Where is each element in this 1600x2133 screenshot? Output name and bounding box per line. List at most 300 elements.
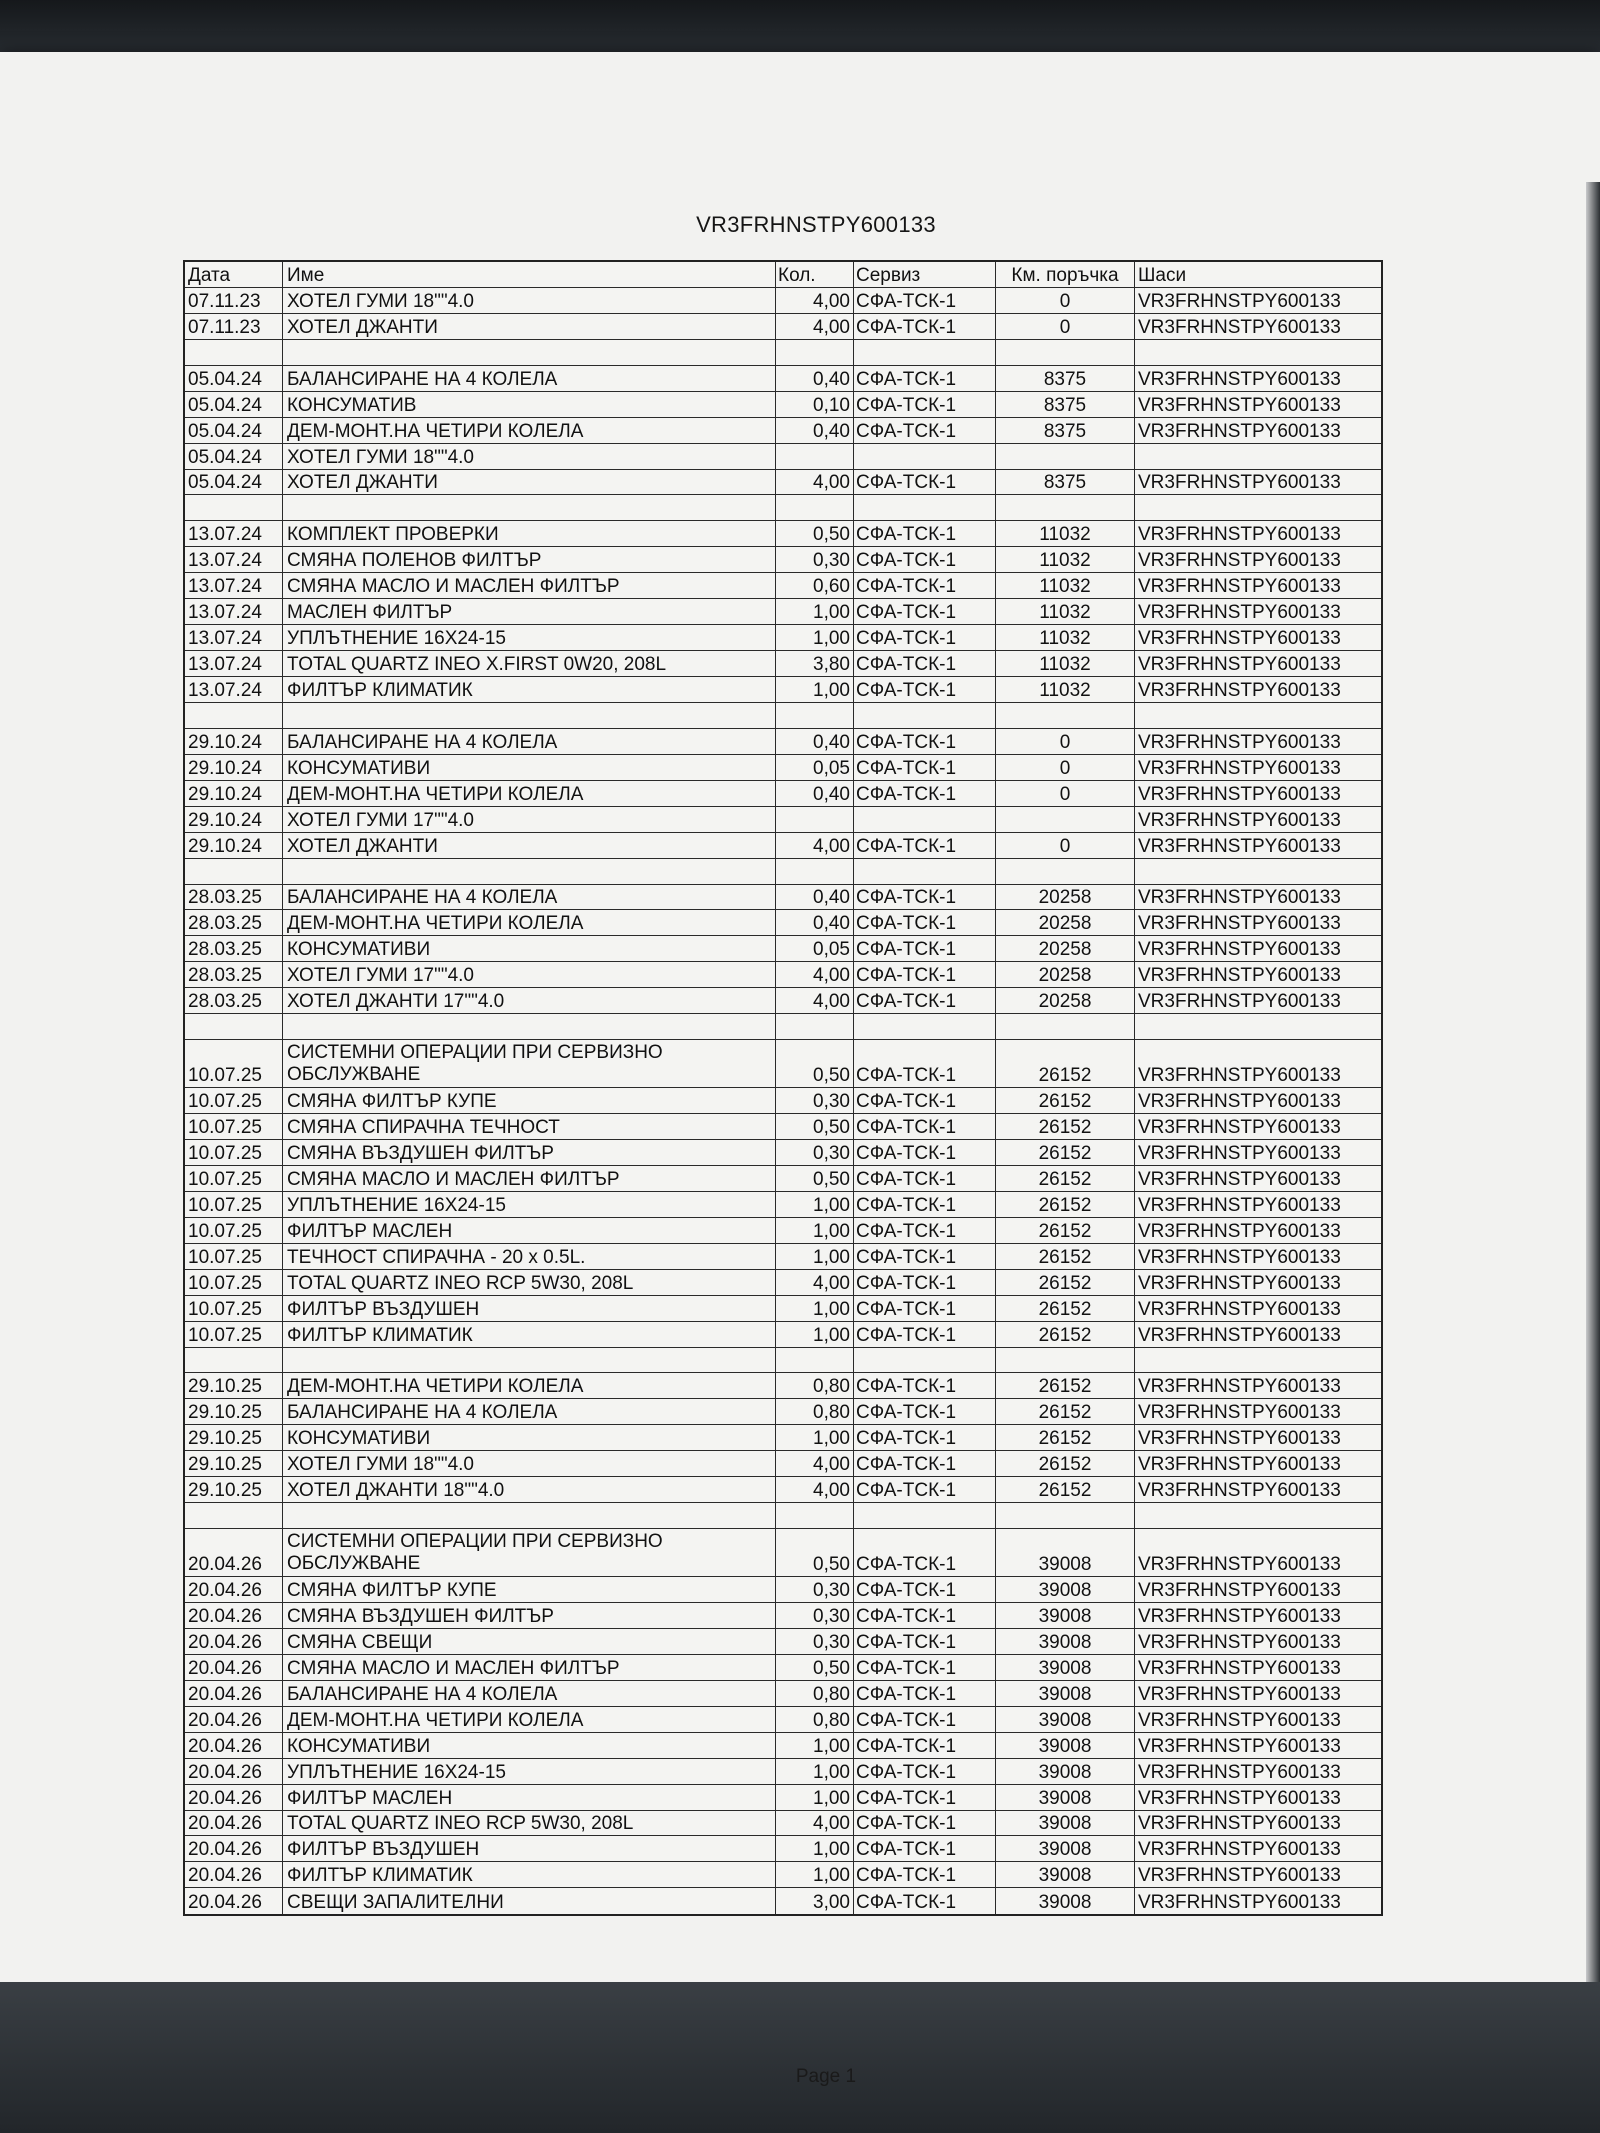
cell-qty: 0,40 [776, 418, 854, 443]
cell-order: 0 [996, 314, 1135, 339]
cell-service [854, 703, 996, 728]
cell-date: 10.07.25 [185, 1192, 283, 1217]
cell-name: ФИЛТЪР КЛИМАТИК [283, 677, 776, 702]
cell-chassis: VR3FRHNSTPY600133 [1138, 1142, 1341, 1164]
cell-name: ФИЛТЪР КЛИМАТИК [283, 1862, 776, 1887]
cell-order: 20258 [996, 885, 1135, 910]
cell-date [185, 495, 283, 520]
cell-service [854, 1348, 996, 1373]
cell-order: 39008 [996, 1785, 1135, 1810]
cell-service: СФА-ТСК-1 [854, 1862, 996, 1887]
cell-date: 28.03.25 [185, 936, 283, 961]
table-row [185, 910, 1381, 936]
table-row-spacer [185, 1014, 1381, 1040]
cell-date: 05.04.24 [185, 444, 283, 469]
table-row-spacer [185, 703, 1381, 729]
cell-qty: 1,00 [776, 1759, 854, 1784]
cell-chassis: VR3FRHNSTPY600133 [1138, 1220, 1341, 1242]
cell-service: СФА-ТСК-1 [854, 1603, 996, 1628]
cell-date: 10.07.25 [185, 1140, 283, 1165]
cell-qty: 4,00 [776, 314, 854, 339]
cell-name: TOTAL QUARTZ INEO X.FIRST 0W20, 208L [283, 651, 776, 676]
cell-chassis: VR3FRHNSTPY600133 [1138, 576, 1341, 598]
table-row [185, 547, 1381, 573]
cell-chassis [1135, 703, 1381, 728]
table-row [185, 651, 1381, 677]
table-row [185, 781, 1381, 807]
cell-service: СФА-ТСК-1 [854, 910, 996, 935]
cell-order: 26152 [996, 1296, 1135, 1321]
cell-chassis: VR3FRHNSTPY600133 [1138, 524, 1341, 546]
cell-qty [776, 703, 854, 728]
cell-chassis: VR3FRHNSTPY600133 [1138, 991, 1341, 1013]
cell-order: 8375 [996, 392, 1135, 417]
table-row [185, 366, 1381, 392]
cell-chassis: VR3FRHNSTPY600133 [1138, 290, 1341, 312]
cell-order: 39008 [996, 1888, 1135, 1914]
cell-service: СФА-ТСК-1 [854, 833, 996, 858]
cell-date: 29.10.25 [185, 1425, 283, 1450]
header-service: Сервиз [854, 262, 996, 287]
cell-qty: 1,00 [776, 625, 854, 650]
table-row [185, 1399, 1381, 1425]
table-row [185, 1759, 1381, 1785]
cell-date: 29.10.25 [185, 1399, 283, 1424]
cell-service: СФА-ТСК-1 [854, 1040, 996, 1087]
cell-chassis: VR3FRHNSTPY600133 [1138, 1865, 1341, 1887]
cell-chassis [1135, 495, 1381, 520]
cell-date: 05.04.24 [185, 392, 283, 417]
cell-name: КОНСУМАТИВИ [283, 755, 776, 780]
cell-order [996, 807, 1135, 832]
cell-order [996, 1014, 1135, 1039]
cell-chassis: VR3FRHNSTPY600133 [1138, 1428, 1341, 1450]
cell-service [854, 807, 996, 832]
cell-chassis: VR3FRHNSTPY600133 [1138, 602, 1341, 624]
cell-qty: 0,50 [776, 1040, 854, 1087]
cell-date: 05.04.24 [185, 366, 283, 391]
cell-chassis: VR3FRHNSTPY600133 [1138, 1787, 1341, 1809]
cell-qty: 4,00 [776, 1811, 854, 1836]
cell-order: 0 [996, 288, 1135, 313]
cell-name: СМЯНА СПИРАЧНА ТЕЧНОСТ [283, 1114, 776, 1139]
cell-qty: 4,00 [776, 833, 854, 858]
cell-date: 29.10.25 [185, 1451, 283, 1476]
cell-date: 20.04.26 [185, 1603, 283, 1628]
cell-name: СМЯНА ВЪЗДУШЕН ФИЛТЪР [283, 1603, 776, 1628]
cell-qty: 1,00 [776, 599, 854, 624]
cell-date: 13.07.24 [185, 625, 283, 650]
cell-qty: 4,00 [776, 1451, 854, 1476]
cell-qty: 3,00 [776, 1888, 854, 1914]
table-header-row [185, 262, 1381, 288]
cell-order: 26152 [996, 1218, 1135, 1243]
cell-date: 20.04.26 [185, 1733, 283, 1758]
cell-date: 13.07.24 [185, 547, 283, 572]
cell-date: 20.04.26 [185, 1836, 283, 1861]
cell-chassis: VR3FRHNSTPY600133 [1138, 1683, 1341, 1705]
cell-order: 26152 [996, 1477, 1135, 1502]
cell-date: 29.10.24 [185, 781, 283, 806]
cell-name: ТЕЧНОСТ СПИРАЧНА - 20 х 0.5L. [283, 1244, 776, 1269]
cell-order: 11032 [996, 547, 1135, 572]
cell-date [185, 1348, 283, 1373]
cell-service [854, 495, 996, 520]
table-row [185, 1681, 1381, 1707]
cell-qty: 0,30 [776, 547, 854, 572]
table-row [185, 1477, 1381, 1503]
cell-service: СФА-ТСК-1 [854, 1836, 996, 1861]
cell-service: СФА-ТСК-1 [854, 988, 996, 1013]
cell-name: ДЕМ-МОНТ.НА ЧЕТИРИ КОЛЕЛА [283, 418, 776, 443]
cell-order: 8375 [996, 418, 1135, 443]
cell-order: 11032 [996, 625, 1135, 650]
cell-order: 39008 [996, 1811, 1135, 1836]
cell-order [996, 859, 1135, 884]
cell-chassis: VR3FRHNSTPY600133 [1138, 420, 1341, 442]
cell-date [185, 1503, 283, 1528]
cell-chassis: VR3FRHNSTPY600133 [1138, 1065, 1341, 1087]
table-row [185, 573, 1381, 599]
table-row [185, 677, 1381, 703]
cell-name [283, 1503, 776, 1528]
cell-date: 20.04.26 [185, 1655, 283, 1680]
cell-date: 20.04.26 [185, 1529, 283, 1576]
cell-order: 26152 [996, 1088, 1135, 1113]
background-bottom [0, 1982, 1600, 2133]
table-row [185, 1140, 1381, 1166]
table-row [185, 1862, 1381, 1888]
table-row [185, 521, 1381, 547]
table-row [185, 1451, 1381, 1477]
cell-qty: 0,50 [776, 521, 854, 546]
cell-name: КОНСУМАТИВИ [283, 1733, 776, 1758]
cell-order: 0 [996, 729, 1135, 754]
cell-order: 11032 [996, 521, 1135, 546]
cell-qty: 0,50 [776, 1114, 854, 1139]
cell-name: УПЛЪТНЕНИЕ 16Х24-15 [283, 1759, 776, 1784]
cell-order [996, 444, 1135, 469]
cell-date: 20.04.26 [185, 1888, 283, 1914]
cell-order: 11032 [996, 573, 1135, 598]
table-row [185, 1655, 1381, 1681]
cell-chassis: VR3FRHNSTPY600133 [1138, 1117, 1341, 1138]
cell-qty: 4,00 [776, 470, 854, 495]
cell-service: СФА-ТСК-1 [854, 366, 996, 391]
cell-qty: 0,30 [776, 1629, 854, 1654]
cell-chassis: VR3FRHNSTPY600133 [1138, 1091, 1341, 1113]
cell-qty: 1,00 [776, 1836, 854, 1861]
cell-qty: 0,30 [776, 1088, 854, 1113]
cell-chassis [1135, 1503, 1381, 1528]
cell-service: СФА-ТСК-1 [854, 1244, 996, 1269]
table-row [185, 729, 1381, 755]
table-row [185, 1629, 1381, 1655]
cell-chassis: VR3FRHNSTPY600133 [1138, 1324, 1341, 1346]
cell-name: КОНСУМАТИВИ [283, 936, 776, 961]
cell-service: СФА-ТСК-1 [854, 1681, 996, 1706]
cell-qty [776, 859, 854, 884]
cell-qty: 4,00 [776, 988, 854, 1013]
cell-service: СФА-ТСК-1 [854, 1785, 996, 1810]
cell-chassis: VR3FRHNSTPY600133 [1138, 913, 1341, 935]
table-row [185, 1811, 1381, 1837]
cell-chassis: VR3FRHNSTPY600133 [1138, 965, 1341, 987]
cell-name [283, 859, 776, 884]
cell-service: СФА-ТСК-1 [854, 1425, 996, 1450]
cell-service: СФА-ТСК-1 [854, 1451, 996, 1476]
cell-service: СФА-ТСК-1 [854, 1759, 996, 1784]
table-row [185, 885, 1381, 911]
cell-chassis: VR3FRHNSTPY600133 [1138, 368, 1341, 390]
cell-qty: 1,00 [776, 1218, 854, 1243]
cell-date: 13.07.24 [185, 677, 283, 702]
cell-service: СФА-ТСК-1 [854, 755, 996, 780]
cell-order: 39008 [996, 1681, 1135, 1706]
cell-chassis [1135, 1014, 1381, 1039]
cell-chassis: VR3FRHNSTPY600133 [1138, 1631, 1341, 1653]
cell-chassis: VR3FRHNSTPY600133 [1138, 939, 1341, 961]
cell-date [185, 1014, 283, 1039]
cell-name: ДЕМ-МОНТ.НА ЧЕТИРИ КОЛЕЛА [283, 910, 776, 935]
cell-date: 07.11.23 [185, 314, 283, 339]
cell-service: СФА-ТСК-1 [854, 1114, 996, 1139]
table-row [185, 418, 1381, 444]
cell-chassis: VR3FRHNSTPY600133 [1138, 316, 1341, 338]
cell-qty [776, 444, 854, 469]
cell-date: 10.07.25 [185, 1296, 283, 1321]
cell-qty: 0,40 [776, 366, 854, 391]
table-row-spacer [185, 340, 1381, 366]
cell-name: ДЕМ-МОНТ.НА ЧЕТИРИ КОЛЕЛА [283, 1373, 776, 1398]
cell-order: 26152 [996, 1140, 1135, 1165]
cell-qty: 0,50 [776, 1529, 854, 1576]
cell-qty: 3,80 [776, 651, 854, 676]
cell-name: ХОТЕЛ ГУМИ 17""4.0 [283, 962, 776, 987]
cell-service: СФА-ТСК-1 [854, 1477, 996, 1502]
table-row [185, 1166, 1381, 1192]
cell-service: СФА-ТСК-1 [854, 1270, 996, 1295]
cell-qty: 0,30 [776, 1140, 854, 1165]
cell-service: СФА-ТСК-1 [854, 392, 996, 417]
cell-order: 20258 [996, 936, 1135, 961]
cell-service: СФА-ТСК-1 [854, 521, 996, 546]
cell-qty: 4,00 [776, 1477, 854, 1502]
cell-qty: 1,00 [776, 1785, 854, 1810]
cell-qty: 4,00 [776, 962, 854, 987]
cell-service [854, 1014, 996, 1039]
cell-qty: 4,00 [776, 288, 854, 313]
cell-order: 20258 [996, 910, 1135, 935]
cell-name: ФИЛТЪР ВЪЗДУШЕН [283, 1296, 776, 1321]
cell-name: СМЯНА ФИЛТЪР КУПЕ [283, 1577, 776, 1602]
document-title: VR3FRHNSTPY600133 [696, 212, 936, 237]
cell-service: СФА-ТСК-1 [854, 625, 996, 650]
cell-service: СФА-ТСК-1 [854, 1733, 996, 1758]
table-row [185, 1785, 1381, 1811]
header-order: Км. поръчка [996, 262, 1135, 287]
table-row [185, 625, 1381, 651]
cell-name: БАЛАНСИРАНЕ НА 4 КОЛЕЛА [283, 885, 776, 910]
table-row [185, 962, 1381, 988]
header-name: Име [283, 262, 776, 287]
cell-qty: 0,50 [776, 1166, 854, 1191]
table-row [185, 1218, 1381, 1244]
cell-qty: 0,30 [776, 1603, 854, 1628]
cell-order [996, 703, 1135, 728]
cell-date [185, 340, 283, 365]
cell-order: 39008 [996, 1655, 1135, 1680]
cell-chassis: VR3FRHNSTPY600133 [1138, 550, 1341, 572]
cell-name: БАЛАНСИРАНЕ НА 4 КОЛЕЛА [283, 729, 776, 754]
table-row [185, 1114, 1381, 1140]
cell-chassis: VR3FRHNSTPY600133 [1138, 472, 1341, 494]
cell-date [185, 703, 283, 728]
cell-qty: 0,60 [776, 573, 854, 598]
cell-name: СИСТЕМНИ ОПЕРАЦИИ ПРИ СЕРВИЗНО ОБСЛУЖВАНЕ [283, 1040, 776, 1087]
cell-chassis: VR3FRHNSTPY600133 [1138, 654, 1341, 675]
cell-service: СФА-ТСК-1 [854, 1192, 996, 1217]
cell-chassis [1135, 1348, 1381, 1373]
cell-qty: 1,00 [776, 677, 854, 702]
cell-service: СФА-ТСК-1 [854, 885, 996, 910]
cell-qty: 0,30 [776, 1577, 854, 1602]
cell-date: 28.03.25 [185, 962, 283, 987]
cell-service: СФА-ТСК-1 [854, 1296, 996, 1321]
cell-service: СФА-ТСК-1 [854, 781, 996, 806]
cell-chassis: VR3FRHNSTPY600133 [1138, 1761, 1341, 1783]
cell-service: СФА-ТСК-1 [854, 547, 996, 572]
cell-qty: 0,40 [776, 885, 854, 910]
cell-name: ХОТЕЛ ДЖАНТИ 18""4.0 [283, 1477, 776, 1502]
cell-name: СМЯНА ВЪЗДУШЕН ФИЛТЪР [283, 1140, 776, 1165]
cell-qty: 0,50 [776, 1655, 854, 1680]
table-row [185, 1529, 1381, 1577]
cell-name: СМЯНА ФИЛТЪР КУПЕ [283, 1088, 776, 1113]
cell-date: 29.10.24 [185, 729, 283, 754]
cell-chassis: VR3FRHNSTPY600133 [1138, 628, 1341, 650]
cell-name: ХОТЕЛ ГУМИ 18""4.0 [283, 444, 776, 469]
cell-order: 11032 [996, 599, 1135, 624]
cell-qty [776, 1014, 854, 1039]
cell-qty [776, 1503, 854, 1528]
cell-chassis: VR3FRHNSTPY600133 [1138, 1709, 1341, 1731]
cell-order [996, 495, 1135, 520]
cell-qty: 0,05 [776, 936, 854, 961]
table-row [185, 1603, 1381, 1629]
cell-chassis: VR3FRHNSTPY600133 [1138, 1376, 1341, 1398]
cell-qty: 1,00 [776, 1244, 854, 1269]
cell-name: ХОТЕЛ ГУМИ 17""4.0 [283, 807, 776, 832]
cell-qty: 0,80 [776, 1399, 854, 1424]
cell-service: СФА-ТСК-1 [854, 1140, 996, 1165]
cell-name: СИСТЕМНИ ОПЕРАЦИИ ПРИ СЕРВИЗНО ОБСЛУЖВАНЕ [283, 1529, 776, 1576]
cell-date: 28.03.25 [185, 988, 283, 1013]
cell-chassis: VR3FRHNSTPY600133 [1138, 757, 1341, 779]
page-number: Page 1 [795, 2066, 857, 2087]
cell-name: ФИЛТЪР МАСЛЕН [283, 1785, 776, 1810]
cell-date: 10.07.25 [185, 1088, 283, 1113]
table-row [185, 444, 1381, 470]
cell-date: 20.04.26 [185, 1577, 283, 1602]
cell-service: СФА-ТСК-1 [854, 1373, 996, 1398]
cell-chassis: VR3FRHNSTPY600133 [1138, 1168, 1341, 1190]
cell-chassis: VR3FRHNSTPY600133 [1138, 1272, 1341, 1294]
cell-name: УПЛЪТНЕНИЕ 16Х24-15 [283, 1192, 776, 1217]
table-row-spacer [185, 859, 1381, 885]
cell-date: 28.03.25 [185, 885, 283, 910]
cell-qty: 0,40 [776, 781, 854, 806]
table-row [185, 470, 1381, 496]
cell-service: СФА-ТСК-1 [854, 962, 996, 987]
cell-name: ХОТЕЛ ДЖАНТИ [283, 470, 776, 495]
cell-order: 39008 [996, 1707, 1135, 1732]
cell-qty: 1,00 [776, 1192, 854, 1217]
cell-service: СФА-ТСК-1 [854, 1088, 996, 1113]
table-row [185, 1425, 1381, 1451]
cell-name: КОНСУМАТИВИ [283, 1425, 776, 1450]
background-top [0, 0, 1600, 60]
cell-date: 10.07.25 [185, 1166, 283, 1191]
cell-service: СФА-ТСК-1 [854, 1577, 996, 1602]
cell-service [854, 340, 996, 365]
cell-name [283, 703, 776, 728]
cell-date: 05.04.24 [185, 470, 283, 495]
cell-qty [776, 340, 854, 365]
service-history-table [183, 260, 1383, 1916]
cell-chassis: VR3FRHNSTPY600133 [1138, 887, 1341, 909]
cell-service: СФА-ТСК-1 [854, 1655, 996, 1680]
cell-name: БАЛАНСИРАНЕ НА 4 КОЛЕЛА [283, 1681, 776, 1706]
header-date: Дата [185, 262, 283, 287]
table-row [185, 392, 1381, 418]
cell-order: 0 [996, 755, 1135, 780]
cell-service: СФА-ТСК-1 [854, 1629, 996, 1654]
cell-name: ФИЛТЪР КЛИМАТИК [283, 1322, 776, 1347]
cell-name: ФИЛТЪР МАСЛЕН [283, 1218, 776, 1243]
table-row [185, 1322, 1381, 1348]
cell-order: 26152 [996, 1373, 1135, 1398]
cell-qty: 0,05 [776, 755, 854, 780]
cell-name: СМЯНА ПОЛЕНОВ ФИЛТЪР [283, 547, 776, 572]
cell-service: СФА-ТСК-1 [854, 418, 996, 443]
cell-service: СФА-ТСК-1 [854, 1322, 996, 1347]
cell-chassis: VR3FRHNSTPY600133 [1138, 783, 1341, 805]
header-qty: Кол. [776, 262, 854, 287]
cell-chassis: VR3FRHNSTPY600133 [1138, 1735, 1341, 1757]
cell-date: 29.10.24 [185, 807, 283, 832]
cell-name: КОНСУМАТИВ [283, 392, 776, 417]
table-row [185, 1577, 1381, 1603]
cell-order: 39008 [996, 1629, 1135, 1654]
cell-chassis: VR3FRHNSTPY600133 [1138, 835, 1341, 857]
cell-name: СМЯНА МАСЛО И МАСЛЕН ФИЛТЪР [283, 1166, 776, 1191]
cell-order: 39008 [996, 1733, 1135, 1758]
cell-order [996, 340, 1135, 365]
cell-chassis: VR3FRHNSTPY600133 [1138, 1194, 1341, 1216]
cell-qty: 1,00 [776, 1425, 854, 1450]
cell-date: 20.04.26 [185, 1759, 283, 1784]
cell-chassis: VR3FRHNSTPY600133 [1138, 1402, 1341, 1424]
cell-date: 07.11.23 [185, 288, 283, 313]
cell-date: 13.07.24 [185, 599, 283, 624]
table-row [185, 288, 1381, 314]
cell-name [283, 340, 776, 365]
cell-qty: 0,80 [776, 1707, 854, 1732]
cell-service: СФА-ТСК-1 [854, 470, 996, 495]
cell-service: СФА-ТСК-1 [854, 288, 996, 313]
cell-date: 10.07.25 [185, 1040, 283, 1087]
